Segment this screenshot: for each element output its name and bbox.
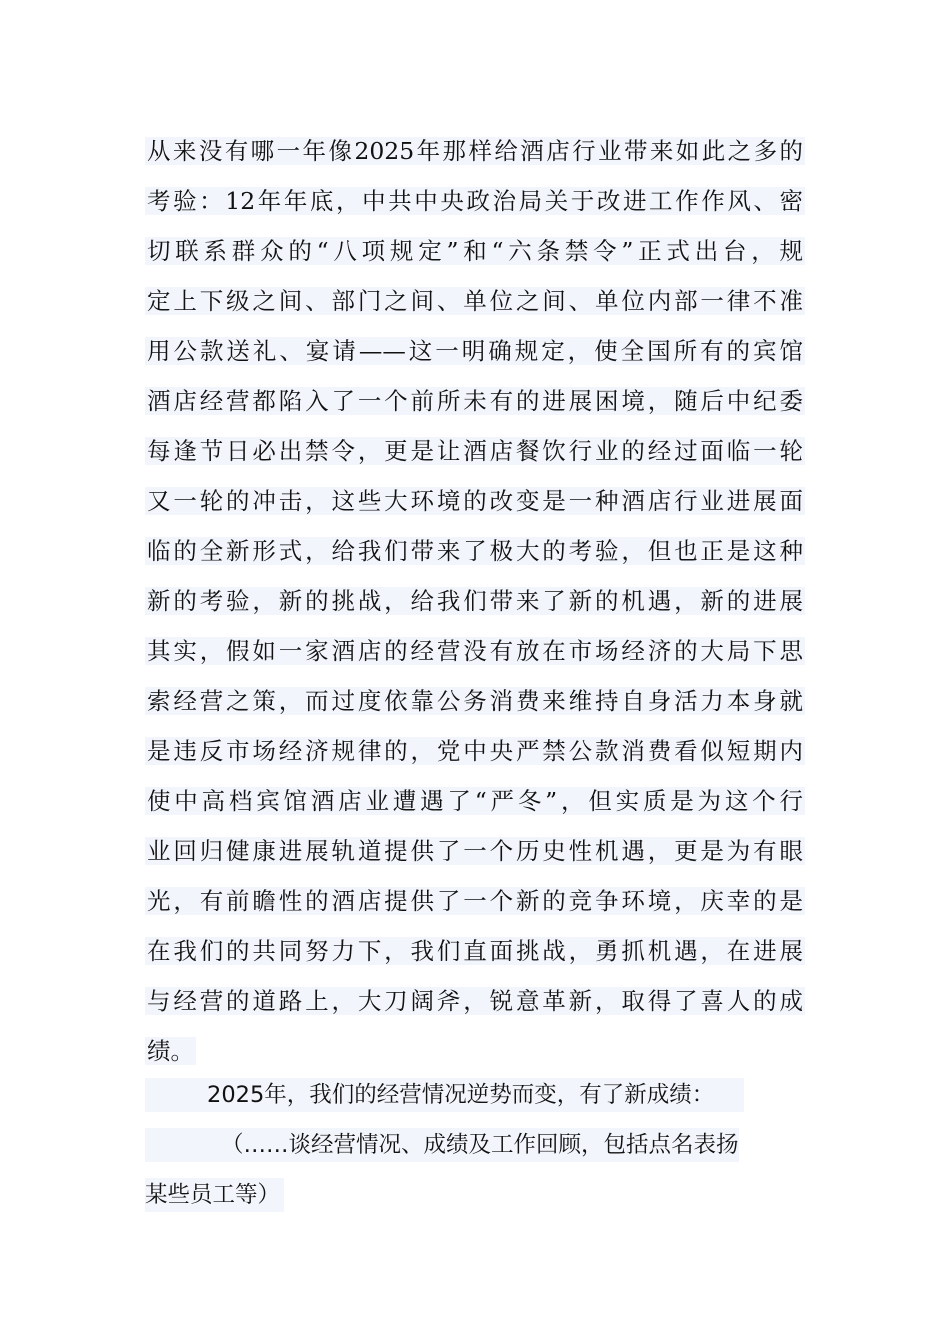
paragraph-line: 每逢节日必出禁令，更是让酒店餐饮行业的经过面临一轮: [147, 437, 803, 465]
paragraph-line: 光，有前瞻性的酒店提供了一个新的竞争环境，庆幸的是: [147, 887, 803, 915]
paragraph-line: 临的全新形式，给我们带来了极大的考验，但也正是这种: [147, 537, 803, 565]
results-intro-line: 2025年，我们的经营情况逆势而变，有了新成绩：: [145, 1070, 744, 1120]
paragraph-line: 从来没有哪一年像2025年那样给酒店行业带来如此之多的: [147, 137, 803, 165]
paragraph-line: 又一轮的冲击，这些大环境的改变是一种酒店行业进展面: [147, 487, 803, 515]
paragraph-line: 其实，假如一家酒店的经营没有放在市场经济的大局下思: [147, 637, 803, 665]
paragraph-line: 与经营的道路上，大刀阔斧，锐意革新，取得了喜人的成: [147, 987, 803, 1015]
paragraph-line: 考验：12年年底，中共中央政治局关于改进工作作风、密: [147, 187, 803, 215]
placeholder-note-line: （……谈经营情况、成绩及工作回顾，包括点名表扬: [145, 1120, 739, 1170]
paragraph-line: 在我们的共同努力下，我们直面挑战，勇抓机遇，在进展: [147, 937, 803, 965]
paragraph-line: 索经营之策，而过度依靠公务消费来维持自身活力本身就: [147, 687, 803, 715]
placeholder-note-line: 某些员工等）: [145, 1170, 284, 1220]
paragraph-line: 是违反市场经济规律的，党中央严禁公款消费看似短期内: [147, 737, 803, 765]
paragraph-line: 绩。: [147, 1037, 194, 1065]
paragraph-line: 定上下级之间、部门之间、单位之间、单位内部一律不准: [147, 287, 803, 315]
paragraph-line: 新的考验，新的挑战，给我们带来了新的机遇，新的进展: [147, 587, 803, 615]
paragraph-line: 酒店经营都陷入了一个前所未有的进展困境，随后中纪委: [147, 387, 803, 415]
paragraph-line: 用公款送礼、宴请——这一明确规定，使全国所有的宾馆: [147, 337, 803, 365]
paragraph-line: 业回归健康进展轨道提供了一个历史性机遇，更是为有眼: [147, 837, 803, 865]
paragraph-line: 切联系群众的“八项规定”和“六条禁令”正式出台，规: [147, 237, 803, 265]
paragraph-line: 使中高档宾馆酒店业遭遇了“严冬”，但实质是为这个行: [147, 787, 803, 815]
